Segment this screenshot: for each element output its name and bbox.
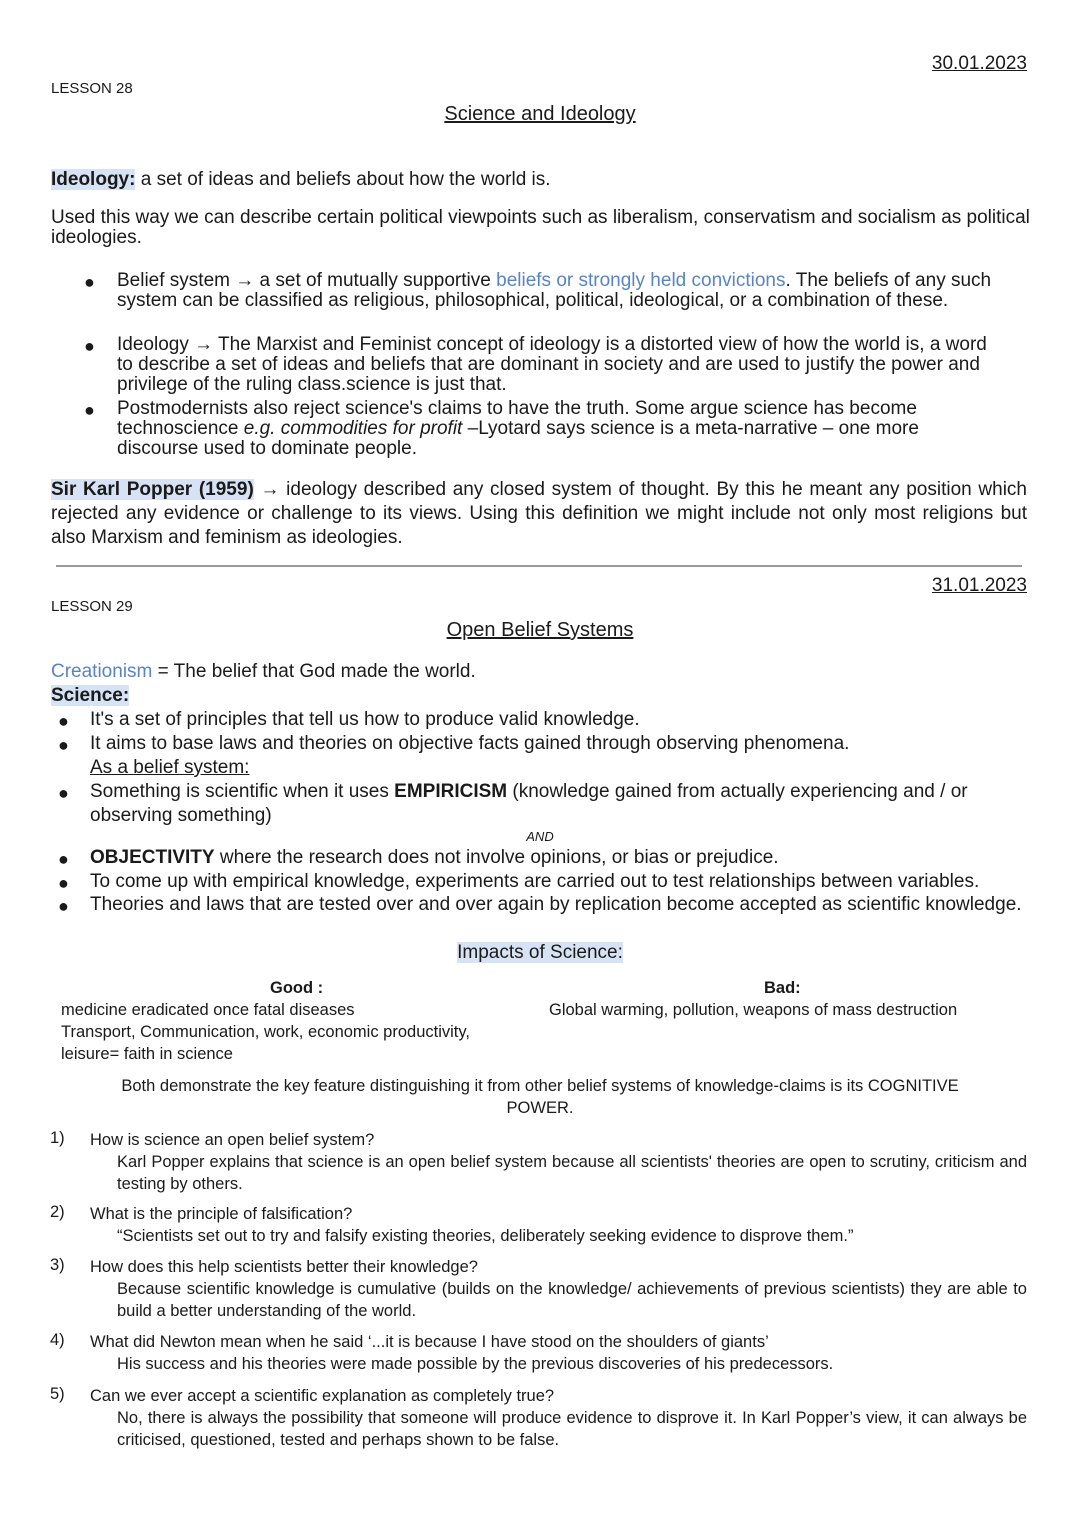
creationism-definition [51,662,476,682]
empiricism-bullet [90,780,1030,828]
bullet-dot: ● [84,336,95,356]
good-line-3: leisure= faith in science [61,1045,233,1063]
postmodernists-text: Postmodernists also reject science's claims to have the truth. Some argue science has become technoscience [117,398,917,439]
ideology-bullet: Ideology → The Marxist and Feminist concept of ideology is a distorted view of how the world is, a word to describe a set of ideas and beliefs that are dominant in society and are used to justify the power and privilege of the ruling class.science is just that. [117,334,987,395]
bullet-dot: ● [58,873,69,893]
postmodernists-bullet [117,399,997,459]
question-4: What did Newton mean when he said ‘...it is because I have stood on the shoulders of giants’ [90,1333,769,1351]
science-heading [51,686,129,706]
empiricism-term: EMPIRICISM [394,781,508,802]
question-number: 5) [50,1385,65,1403]
good-label: Good : [270,979,324,997]
question-3: How does this help scientists better their knowledge? [90,1258,478,1276]
question-number: 4) [50,1331,65,1349]
question-number: 3) [50,1256,65,1274]
answer-3: Because scientific knowledge is cumulative (builds on the knowledge/ achievements of previous scientists) they are able to build a better understanding of the world. [117,1280,1027,1320]
objectivity-text: where the research does not involve opinions, or bias or prejudice. [214,847,779,868]
bullet-dot: ● [58,849,69,869]
answer-5: No, there is always the possibility that someone will produce evidence to disprove it. In Karl Popper’s view, it can always be criticised, questioned, tested and perhaps shown to be false. [117,1409,1027,1449]
lesson28-date: 30.01.2023 [931,53,1027,74]
lesson28-title: Science and Ideology [444,103,636,125]
popper-term: Sir Karl Popper (1959) [51,479,254,500]
question-number: 1) [50,1129,65,1147]
belief-system-term: Belief system → [117,270,260,291]
question-1: How is science an open belief system? [90,1131,375,1149]
bullet-dot: ● [84,272,95,292]
lesson29-title: Open Belief Systems [446,619,634,641]
bullet-dot: ● [58,711,69,731]
postmodernists-example: e.g. commodities for profit [243,418,463,439]
good-line-2: Transport, Communication, work, economic productivity, [61,1023,470,1041]
popper-paragraph [51,478,1027,550]
science-bullet-objective: It aims to base laws and theories on objective facts gained through observing phenomena. [90,733,850,754]
lesson-divider [56,565,1022,567]
bullet-dot: ● [58,735,69,755]
good-line-1: medicine eradicated once fatal diseases [61,1001,355,1019]
ideology-def-text: a set of ideas and beliefs about how the world is. [135,169,551,190]
creationism-link[interactable]: Creationism [51,661,153,682]
bad-label: Bad: [764,979,801,997]
objectivity-term: OBJECTIVITY [90,847,215,868]
lesson28-label: LESSON 28 [51,80,133,97]
bullet-dot: ● [58,896,69,916]
postmodernists-text-end: –Lyotard says science is a meta-narrative – one more discourse used to dominate people. [117,418,919,459]
political-ideologies-paragraph: Used this way we can describe certain political viewpoints such as liberalism, conservatism and socialism as political ideologies. [51,207,1030,248]
answer-2: “Scientists set out to try and falsify existing theories, deliberately seeking evidence to disprove them.” [117,1227,854,1245]
replication-bullet: Theories and laws that are tested over and over again by replication become accepted as scientific knowledge. [90,894,1022,915]
answer-4: His success and his theories were made possible by the previous discoveries of his predecessors. [117,1355,834,1373]
popper-text: → ideology described any closed system of thought. By this he meant any position which rejected any evidence or challenge to its views. Using this definition we might include not only most religions but also Marxism and feminism as ideologies. [51,479,1027,548]
science-label: Science: [51,685,130,706]
answer-1: Karl Popper explains that science is an open belief system because all scientists' theories are open to scrutiny, criticism and testing by others. [117,1153,1027,1193]
belief-system-text: a set of mutually supportive [259,270,497,291]
experiments-bullet: To come up with empirical knowledge, experiments are carried out to test relationships between variables. [90,871,980,892]
empiricism-text-end: (knowledge gained from actually experiencing and / or observing something) [90,781,968,826]
ideology-term: Ideology: [51,169,136,190]
belief-system-text-end: . The beliefs of any such system can be classified as religious, philosophical, political, ideological, or a combination of these. [117,270,992,311]
cognitive-power-line-2: POWER. [506,1099,574,1117]
impacts-heading [0,942,1080,964]
bullet-dot: ● [84,400,95,420]
objectivity-bullet [90,848,779,868]
belief-system-subheading: As a belief system: [90,757,250,778]
cognitive-power-line-1: Both demonstrate the key feature distinguishing it from other belief systems of knowledge-claims is its COGNITIVE [121,1077,959,1095]
creationism-def-text: = The belief that God made the world. [152,661,476,682]
lesson29-date: 31.01.2023 [931,575,1027,596]
and-connector: AND [526,829,554,844]
belief-system-bullet [117,271,1017,311]
bad-text: Global warming, pollution, weapons of mass destruction [549,1001,958,1019]
beliefs-link[interactable]: beliefs or strongly held convictions [496,270,786,291]
empiricism-text: Something is scientific when it uses [90,781,395,802]
impacts-title: Impacts of Science: [457,942,623,963]
question-number: 2) [50,1203,65,1221]
bullet-dot: ● [58,783,69,803]
lesson29-label: LESSON 29 [51,598,133,615]
question-2: What is the principle of falsification? [90,1205,353,1223]
ideology-definition [51,170,551,190]
question-5: Can we ever accept a scientific explanation as completely true? [90,1387,555,1405]
science-bullet-principles: It's a set of principles that tell us how to produce valid knowledge. [90,709,640,730]
